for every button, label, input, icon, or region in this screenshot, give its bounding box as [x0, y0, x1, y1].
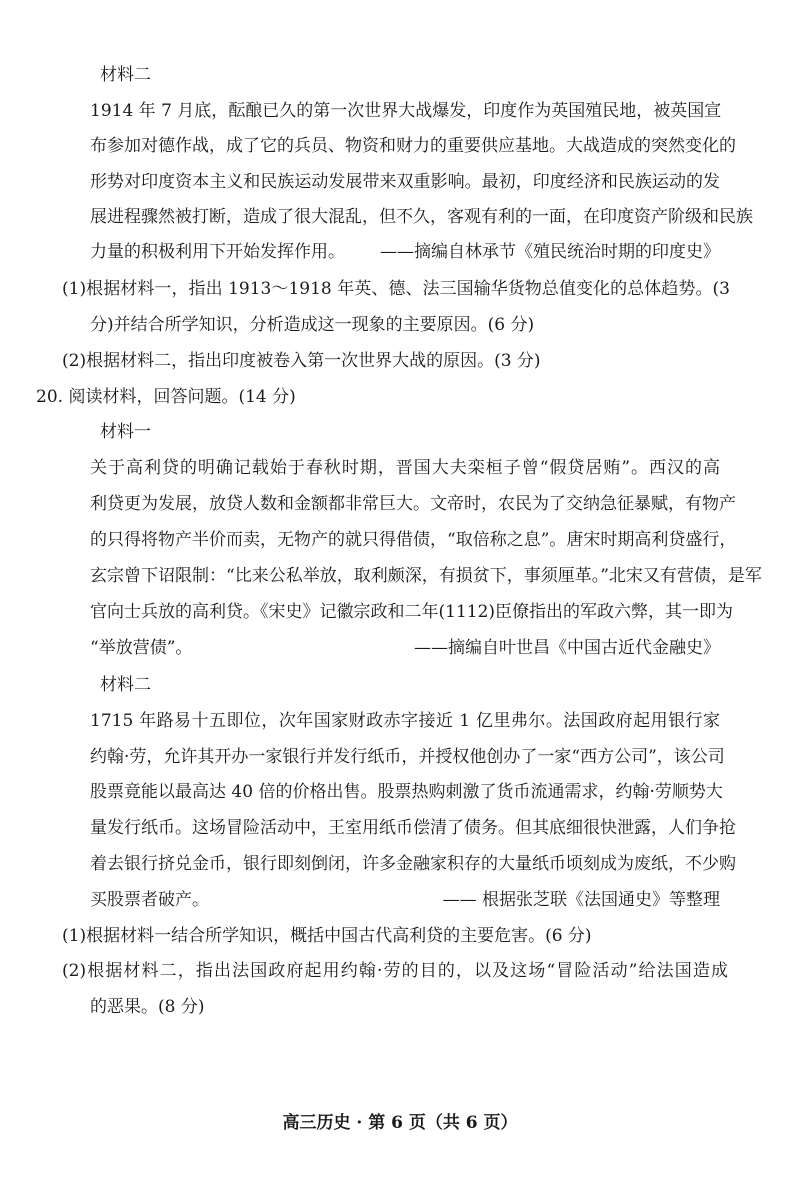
material-2-paragraph-line: 买股票者破产。 — [90, 890, 209, 910]
material-2-paragraph-line: 约翰·劳，允许其开办一家银行并发行纸币，并授权他创办了一家“西方公司”，该公司 — [90, 747, 725, 767]
material-1-paragraph-line: 的只得将物产半价而卖，无物产的就只得借债，“取倍称之息”。唐宋时期高利贷盛行， — [90, 530, 737, 550]
page-footer: 高三历史 · 第 6 页（共 6 页） — [282, 1113, 518, 1133]
question-19-2: (2)根据材料二，指出印度被卷入第一次世界大战的原因。(3 分) — [62, 351, 541, 371]
material-1-paragraph-line: “举放营债”。 — [90, 638, 193, 658]
material-1-paragraph-line: 关于高利贷的明确记载始于春秋时期，晋国大夫栾桓子曾“假贷居贿”。西汉的高 — [90, 458, 720, 478]
material-2-paragraph-line: 布参加对德作战，成了它的兵员、物资和财力的重要供应基地。大战造成的突然变化的 — [90, 136, 736, 156]
material-1-paragraph-line: 玄宗曾下诏限制：“比来公私举放，取利颇深，有损贫下，事须厘革。”北宋又有营债，是军 — [90, 566, 762, 586]
material-2-paragraph-line: 力量的积极利用下开始发挥作用。 — [90, 242, 345, 262]
material-2-paragraph-line: 形势对印度资本主义和民族运动发展带来双重影响。最初，印度经济和民族运动的发 — [90, 172, 720, 192]
material-2-paragraph-line: 股票竟能以最高达 40 倍的价格出售。股票热购刺激了货币流通需求，约翰·劳顺势大 — [90, 782, 723, 802]
material-1-paragraph-line: 利贷更为发展，放贷人数和金额都非常巨大。文帝时，农民为了交纳急征暴赋，有物产 — [90, 494, 736, 514]
material-2-paragraph-line: 着去银行挤兑金币，银行即刻倒闭，许多金融家积存的大量纸币顷刻成为废纸，不少购 — [90, 854, 736, 874]
material-1-title: 材料一 — [100, 422, 151, 442]
material-2-paragraph-line: 1914 年 7 月底，酝酿已久的第一次世界大战爆发，印度作为英国殖民地，被英国宣 — [90, 101, 722, 121]
material-1-source: ——摘编自叶世昌《中国古近代金融史》 — [414, 638, 720, 658]
question-20-1: (1)根据材料一结合所学知识，概括中国古代高利贷的主要危害。(6 分) — [62, 926, 592, 946]
question-19-1: (1)根据材料一，指出 1913～1918 年英、德、法三国输华货物总值变化的总体趋势。(3 — [62, 279, 730, 299]
material-1-paragraph-line: 官向士兵放的高利贷。《宋史》记徽宗政和二年(1112)臣僚指出的军政六弊，其一即为 — [90, 602, 734, 622]
material-2-paragraph-line: 展进程骤然被打断，造成了很大混乱，但不久，客观有利的一面，在印度资产阶级和民族 — [90, 207, 753, 227]
material-2-title: 材料二 — [100, 675, 151, 695]
question-20-2-continued: 的恶果。(8 分) — [90, 997, 205, 1017]
material-2-source: —— 根据张芝联《法国通史》等整理 — [442, 890, 720, 910]
question-19-1-continued: 分)并结合所学知识，分析造成这一现象的主要原因。(6 分) — [90, 315, 535, 335]
material-2-title: 材料二 — [100, 65, 151, 85]
material-2-paragraph-line: 量发行纸币。这场冒险活动中，王室用纸币偿清了债务。但其底细很快泄露，人们争抢 — [90, 818, 736, 838]
question-20-heading: 20. 阅读材料，回答问题。(14 分) — [36, 387, 296, 407]
material-2-source: ——摘编自林承节《殖民统治时期的印度史》 — [380, 242, 720, 262]
question-20-2: (2)根据材料二，指出法国政府起用约翰·劳的目的，以及这场“冒险活动”给法国造成 — [62, 961, 728, 981]
material-2-paragraph-line: 1715 年路易十五即位，次年国家财政赤字接近 1 亿里弗尔。法国政府起用银行家 — [90, 711, 720, 731]
